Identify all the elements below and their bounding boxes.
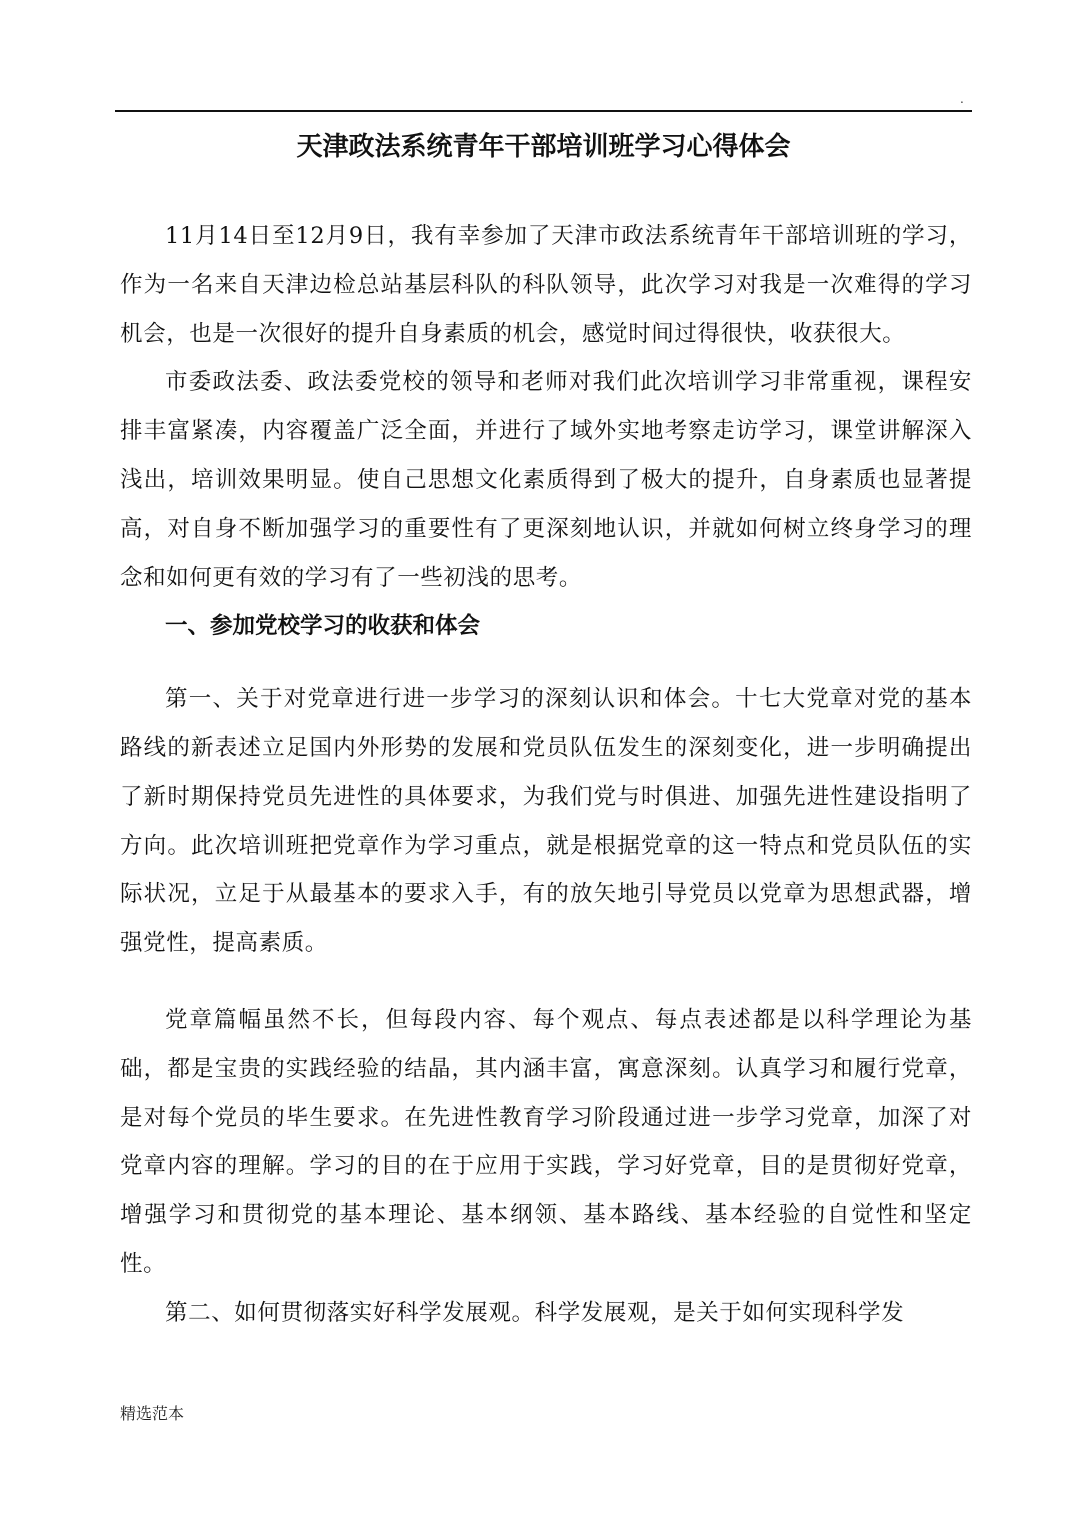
paragraph-constitution-content: 党章篇幅虽然不长，但每段内容、每个观点、每点表述都是以科学理论为基础，都是宝贵的实践经验的结晶，其内涵丰富，寓意深刻。认真学习和履行党章，是对每个党员的毕生要求。在先进性教育学习阶段通过进一步学习党章，加深了对党章内容的理解。学习的目的在于应用于实践，学习好党章，目的是贯彻好党章，增强学习和贯彻党的基本理论、基本纲领、基本路线、基本经验的自觉性和坚定性。	[120, 1006, 972, 1277]
header-mark: .	[960, 92, 964, 106]
page-title: 天津政法系统青年干部培训班学习心得体会	[296, 132, 791, 162]
paragraph-training-overview: 市委政法委、政法委党校的领导和老师对我们此次培训学习非常重视，课程安排丰富紧凑，内容覆盖广泛全面，并进行了域外实地考察走访学习，课堂讲解深入浅出，培训效果明显。使自己思想文化素质得到了极大的提升，自身素质也显著提高，对自身不断加强学习的重要性有了更深刻地认识，并就如何树立终身学习的理念和如何更有效的学习有了一些初浅的思考。	[120, 369, 972, 591]
paragraph-scientific-development: 第二、如何贯彻落实好科学发展观。科学发展观，是关于如何实现科学发	[165, 1299, 905, 1326]
paragraph-party-constitution: 第一、关于对党章进行进一步学习的深刻认识和体会。十七大党章对党的基本路线的新表述立足国内外形势的发展和党员队伍发生的深刻变化，进一步明确提出了新时期保持党员先进性的具体要求，为我们党与时俱进、加强先进性建设指明了方向。此次培训班把党章作为学习重点，就是根据党章的这一特点和党员队伍的实际状况，立足于从最基本的要求入手，有的放矢地引导党员以党章为思想武器，增强党性，提高素质。	[120, 686, 972, 957]
document-body	[120, 212, 972, 1338]
footer-label: 精选范本	[120, 1404, 185, 1423]
section-heading: 一、参加党校学习的收获和体会	[165, 613, 481, 640]
header-rule	[115, 110, 972, 112]
paragraph-intro: 11月14日至12月9日，我有幸参加了天津市政法系统青年干部培训班的学习，作为一名来自天津边检总站基层科队的科队领导，此次学习对我是一次难得的学习机会，也是一次很好的提升自身素质的机会，感觉时间过得很快，收获很大。	[120, 223, 972, 347]
